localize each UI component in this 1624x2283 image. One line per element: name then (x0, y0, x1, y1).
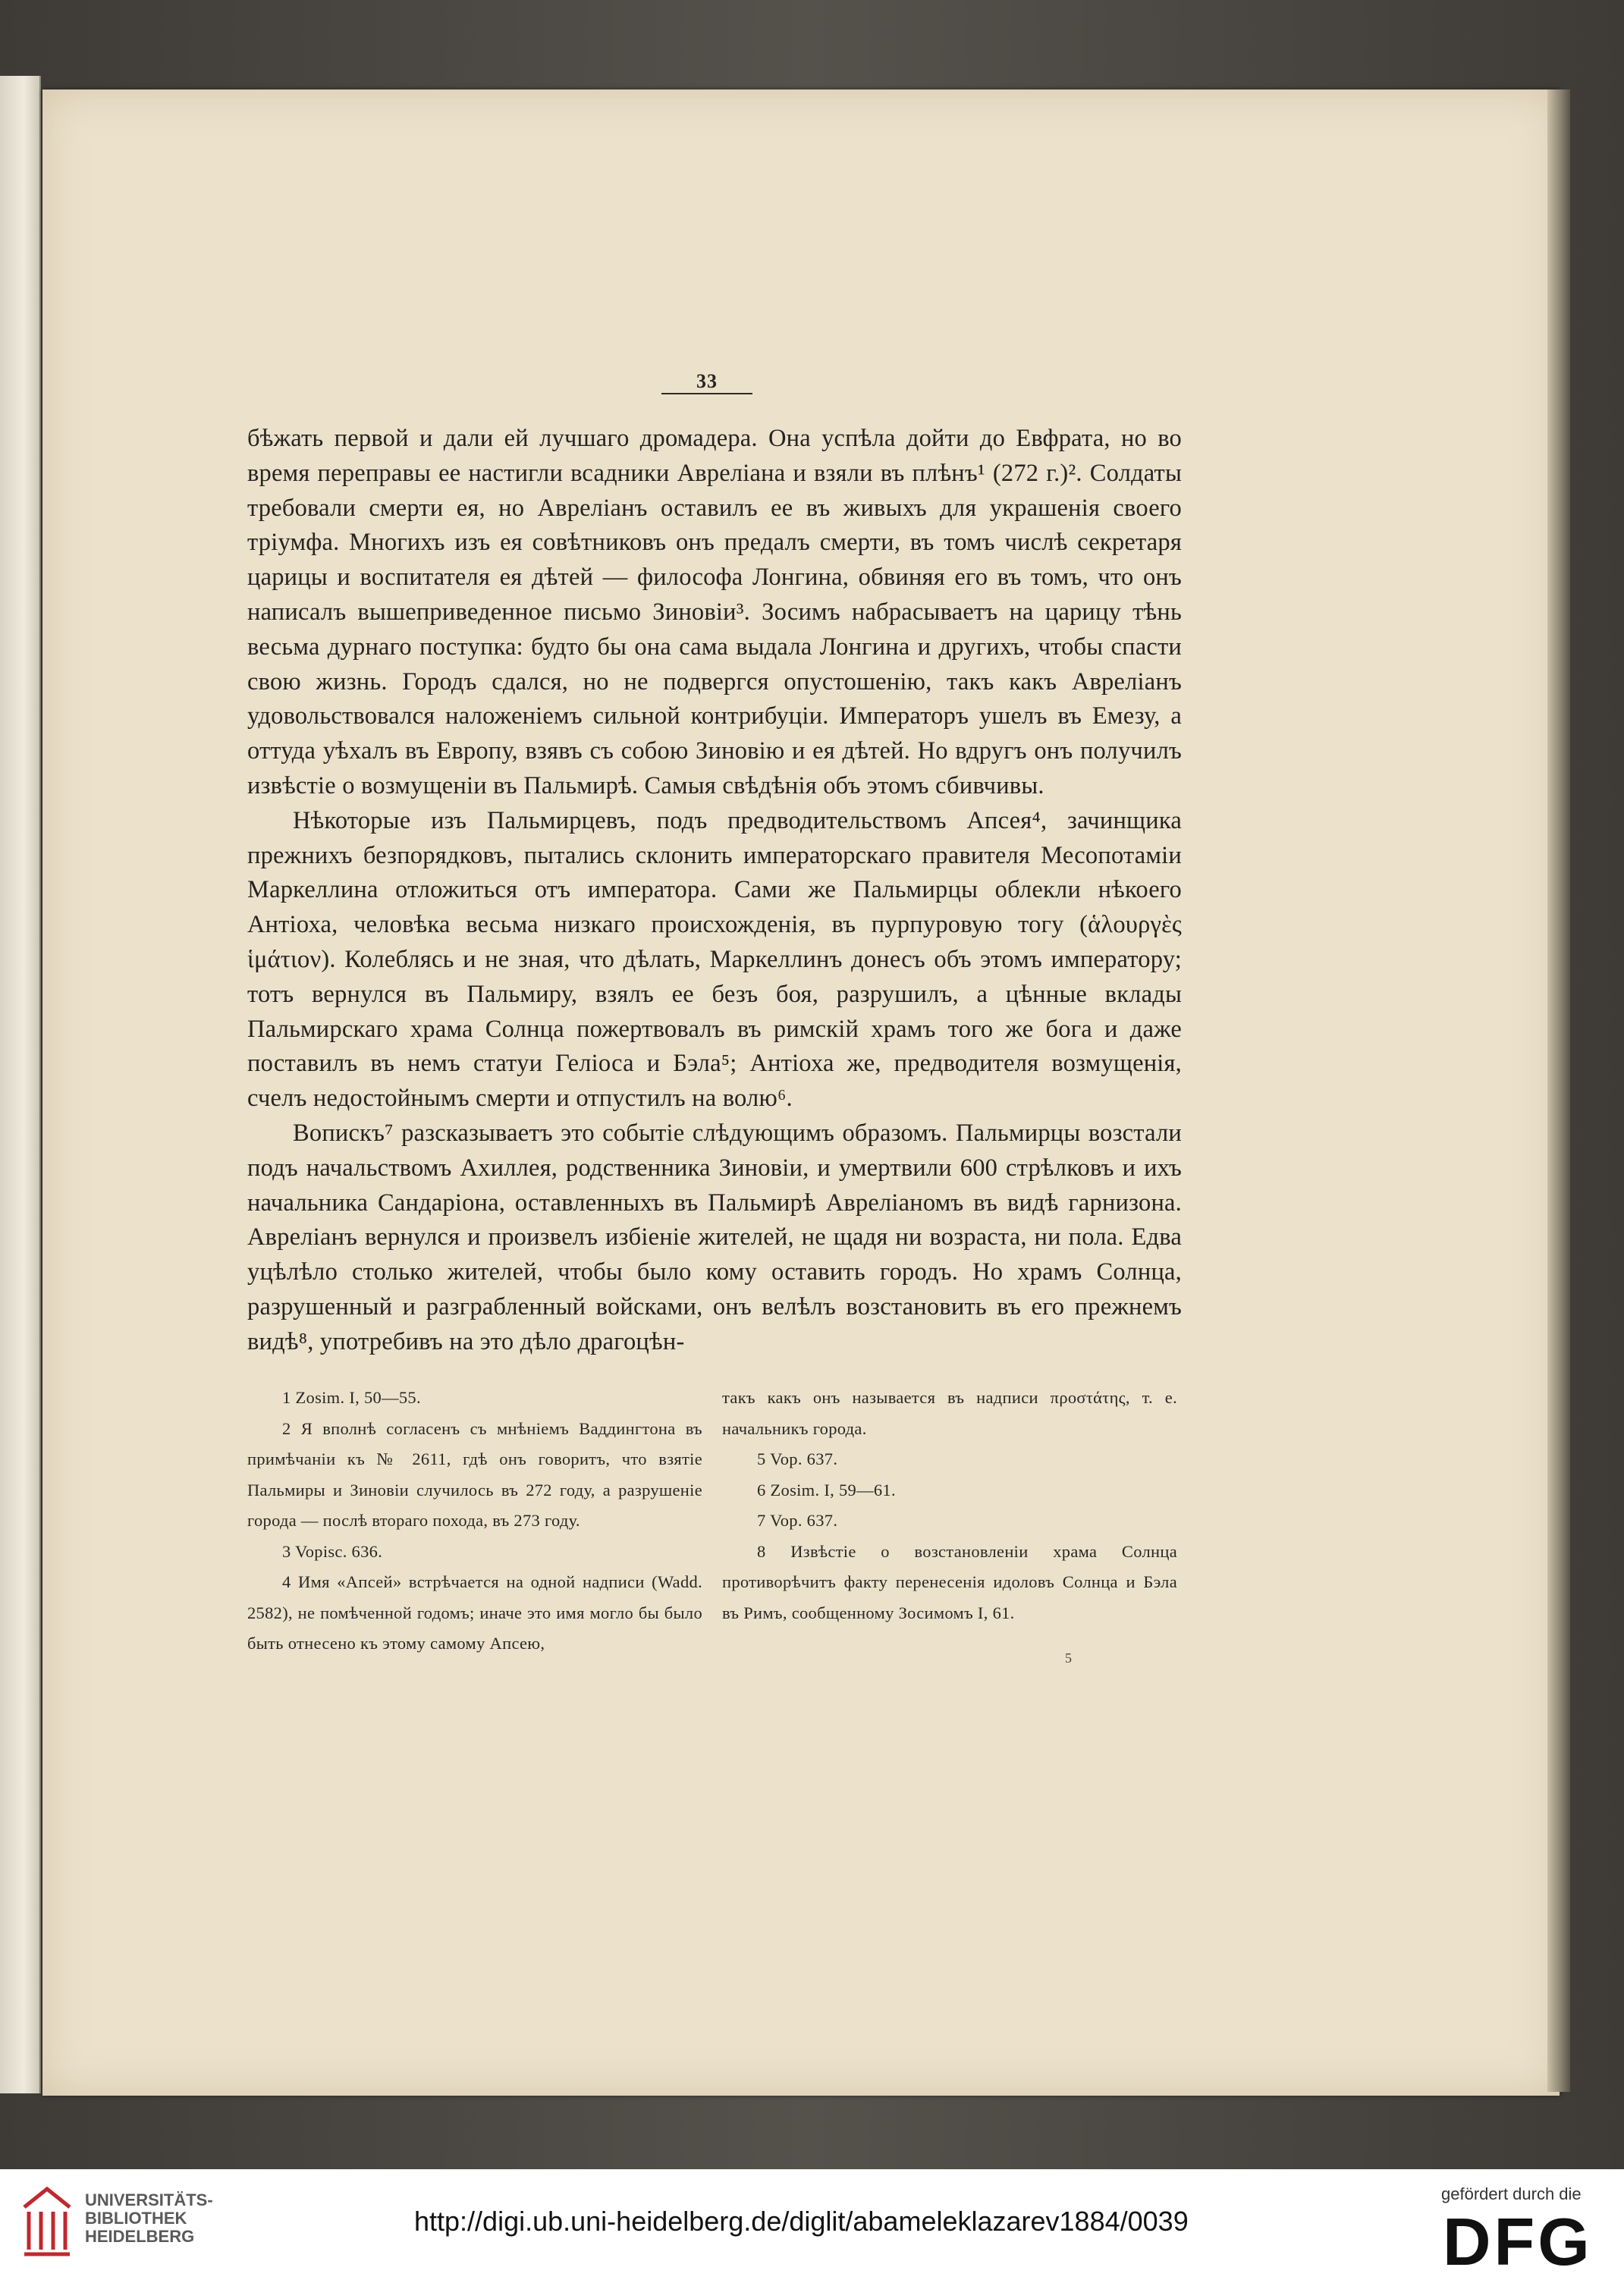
footnote-2: 2 Я вполнѣ согласенъ съ мнѣніемъ Ваддингтона въ примѣчаніи къ № 2611, гдѣ онъ говоритъ, что взятіе Пальмиры и Зиновіи случилось въ 272 году, а разрушеніе города — послѣ втораго похода, въ 273 году. (247, 1418, 702, 1530)
footnote-4: 4 Имя «Апсей» встрѣчается на одной надписи (Wadd. 2582), не помѣченной годомъ; иначе это имя могло бы было быть отнесено къ этому самому Апсею, (247, 1572, 702, 1653)
footnotes-right-column (722, 1383, 1177, 1628)
funding-caption: gefördert durch die (1441, 2184, 1582, 2203)
permalink-url[interactable]: http://digi.ub.uni-heidelberg.de/diglit/abameleklazarev1884/0039 (414, 2206, 1189, 2237)
sheet-number: 5 (1065, 1650, 1072, 1666)
paragraph-3: Вопискъ⁷ разсказываетъ это событіе слѣдующимъ образомъ. Пальмирцы возстали подъ начальствомъ Ахиллея, родственника Зиновіи, и умертвили 600 стрѣлковъ и ихъ начальника Сандаріона, оставленныхъ въ Пальмирѣ Авреліаномъ въ видѣ гарнизона. Авреліанъ вернулся и произвелъ избіеніе жителей, не щадя ни возраста, ни пола. Едва уцѣлѣло столько жителей, чтобы было кому оставить городъ. Но храмъ Солнца, разрушенный и разграбленный войсками, онъ велѣлъ возстановить въ его прежнемъ видѣ⁸, употребивъ на это дѣло драгоцѣн- (247, 1119, 1182, 1355)
library-name[interactable] (85, 2191, 213, 2246)
library-name-line-1: UNIVERSITÄTS- (85, 2190, 213, 2209)
footnote-7: 7 Vop. 637. (757, 1511, 838, 1530)
footnotes-left-column (247, 1383, 702, 1660)
main-text (247, 422, 1182, 1360)
page-right-edge (1547, 89, 1570, 2092)
paragraph-2: Нѣкоторые изъ Пальмирцевъ, подъ предводительствомъ Апсея⁴, зачинщика прежнихъ безпорядковъ, пытались склонить императорскаго правителя Месопотаміи Маркеллина отложиться отъ императора. Сами же Пальмирцы облекли нѣкоего Антіоха, человѣка весьма низкаго происхожденія, въ пурпуровую тогу (ἁλουργὲς ἱμάτιον). Колеблясь и не зная, что дѣлать, Маркеллинъ донесъ объ этомъ императору; тотъ вернулся въ Пальмиру, взялъ ее безъ боя, разрушилъ, а цѣнные вклады Пальмирскаго храма Солнца пожертвовалъ въ римскій храмъ того же бога и даже поставилъ въ немъ статуи Геліоса и Бэла⁵; Антіоха же, предводителя возмущенія, счелъ недостойнымъ смерти и отпустилъ на волю⁶. (247, 806, 1182, 1113)
library-logo-icon[interactable] (20, 2184, 74, 2259)
footnote-1: 1 Zosim. I, 50—55. (282, 1388, 421, 1407)
page-number: 33 (696, 370, 718, 392)
library-name-line-2: BIBLIOTHEK (85, 2209, 187, 2228)
footnote-4-continued: такъ какъ онъ называется въ надписи προστάτης, т. е. начальникъ города. (722, 1388, 1177, 1438)
dfg-logo[interactable]: DFG (1443, 2204, 1593, 2279)
book-spine-edge (0, 76, 41, 2093)
paragraph-1: бѣжать первой и дали ей лучшаго дромадера. Она успѣла дойти до Евфрата, но во время переправы ее настигли всадники Авреліана и взяли въ плѣнъ¹ (272 г.)². Солдаты требовали смерти ея, но Авреліанъ оставилъ ее въ живыхъ для украшенія своего тріумфа. Многихъ изъ ея совѣтниковъ онъ предалъ смерти, въ томъ числѣ секретаря царицы и воспитателя ея дѣтей — философа Лонгина, обвиняя его въ томъ, что онъ написалъ вышеприведенное письмо Зиновіи³. Зосимъ набрасываетъ на царицу тѣнь весьма дурнаго поступка: будто бы она сама выдала Лонгина и другихъ, чтобы спасти свою жизнь. Городъ сдался, но не подвергся опустошенію, такъ какъ Авреліанъ удовольствовался наложеніемъ сильной контрибуціи. Императоръ ушелъ въ Емезу, а оттуда уѣхалъ въ Европу, взявъ съ собою Зиновію и ея дѣтей. Но вдругъ онъ получилъ извѣстіе о возмущеніи въ Пальмирѣ. Самыя свѣдѣнія объ этомъ сбивчивы. (247, 425, 1182, 799)
library-name-line-3: HEIDELBERG (85, 2227, 195, 2246)
page-number-rule (661, 393, 752, 394)
footnote-8: 8 Извѣстіе о возстановленіи храма Солнца противорѣчитъ факту перенесенія идоловъ Солнца и Бэла въ Римъ, сообщенному Зосимомъ I, 61. (722, 1541, 1177, 1622)
footnote-6: 6 Zosim. I, 59—61. (757, 1480, 896, 1499)
footnote-5: 5 Vop. 637. (757, 1449, 838, 1468)
footnote-3: 3 Vopisc. 636. (282, 1541, 383, 1561)
